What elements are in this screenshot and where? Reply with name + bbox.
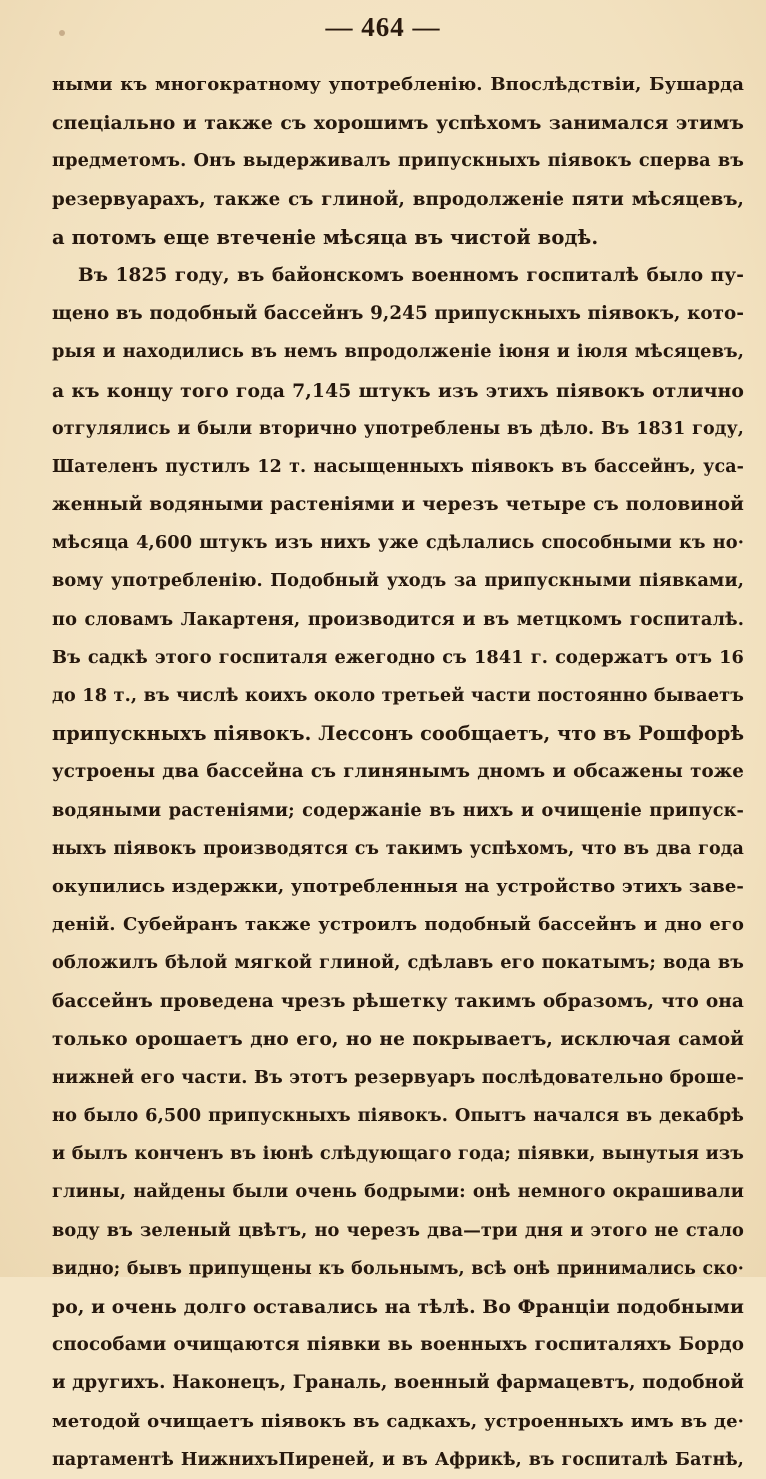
body-text xyxy=(52,66,744,1479)
text-line: а къ концу того года 7,145 штукъ изъ этихъ піявокъ отлично xyxy=(52,379,744,402)
text-line: Въ 1825 году, въ байонскомъ военномъ госпиталѣ было пу- xyxy=(78,264,744,286)
text-line: припускныхъ піявокъ. Лессонъ сообщаетъ, что въ Рошфорѣ xyxy=(52,722,744,746)
text-line: спеціально и также съ хорошимъ успѣхомъ занимался этимъ xyxy=(52,112,744,135)
text-line: глины, найдены были очень бодрыми: онѣ немного окрашивали xyxy=(52,1181,744,1203)
text-line: видно; бывъ припущены къ больнымъ, всѣ онѣ принимались ско· xyxy=(52,1258,744,1279)
text-line: обложилъ бѣлой мягкой глиной, сдѣлавъ его покатымъ; вода въ xyxy=(52,952,744,974)
text-line: щено въ подобный бассейнъ 9,245 припускныхъ піявокъ, кото- xyxy=(52,303,744,325)
text-line: водяными растеніями; содержаніе въ нихъ и очищеніе припуск- xyxy=(52,799,744,821)
text-line: и былъ конченъ въ іюнѣ слѣдующаго года; піявки, вынутыя изъ xyxy=(52,1143,744,1165)
text-line: мѣсяца 4,600 штукъ изъ нихъ уже сдѣлались способными къ но· xyxy=(52,532,744,554)
text-line: рыя и находились въ немъ впродолженіе іюня и іюля мѣсяцевъ, xyxy=(52,341,744,363)
text-line: по словамъ Лакартеня, производится и въ метцкомъ госпиталѣ. xyxy=(52,608,744,630)
text-line: деній. Субейранъ также устроилъ подобный бассейнъ и дно его xyxy=(52,914,744,936)
text-line: воду въ зеленый цвѣтъ, но черезъ два—три дня и этого не стало xyxy=(52,1219,744,1241)
text-line: предметомъ. Онъ выдерживалъ припускныхъ піявокъ сперва въ xyxy=(52,150,744,172)
text-line: партаментѣ НижнихъПиреней, и въ Африкѣ, въ госпиталѣ Батнѣ, xyxy=(52,1449,744,1470)
text-line: ныхъ піявокъ производятся съ такимъ успѣхомъ, что въ два года xyxy=(52,838,744,859)
text-line: Шателенъ пустилъ 12 т. насыщенныхъ піявокъ въ бассейнъ, уса- xyxy=(52,456,744,477)
text-line: бассейнъ проведена чрезъ рѣшетку такимъ образомъ, что она xyxy=(52,990,744,1012)
text-line: нижней его части. Въ этотъ резервуаръ послѣдовательно броше- xyxy=(52,1066,744,1088)
text-line: женный водяными растеніями и черезъ четыре съ половиной xyxy=(52,494,744,516)
text-line: до 18 т., въ числѣ коихъ около третьей части постоянно бываетъ xyxy=(52,685,744,706)
text-line: методой очищаетъ піявокъ въ садкахъ, устроенныхъ имъ въ де· xyxy=(52,1410,744,1432)
text-line: но было 6,500 припускныхъ піявокъ. Опытъ начался въ декабрѣ xyxy=(52,1105,744,1127)
text-line: а потомъ еще втеченіе мѣсяца въ чистой водѣ. xyxy=(52,225,599,249)
text-line: ро, и очень долго оставались на тѣлѣ. Во Франціи подобными xyxy=(52,1296,744,1318)
text-line: отгулялись и были вторично употреблены въ дѣло. Въ 1831 году, xyxy=(52,418,744,439)
text-line: ными къ многократному употребленію. Впослѣдствіи, Бушарда xyxy=(52,74,744,95)
text-line: резервуарахъ, также съ глиной, впродолженіе пяти мѣсяцевъ, xyxy=(52,188,744,210)
text-line: и другихъ. Наконецъ, Граналь, военный фармацевтъ, подобной xyxy=(52,1372,744,1394)
page-number: — 464 — xyxy=(325,12,441,42)
text-line: окупились издержки, употребленныя на устройство этихъ заве- xyxy=(52,875,744,897)
text-line: устроены два бассейна съ глинянымъ дномъ и обсажены тоже xyxy=(52,761,744,783)
text-line: Въ садкѣ этого госпиталя ежегодно съ 1841 г. содержатъ отъ 16 xyxy=(52,646,744,668)
text-line: способами очищаются піявки вь военныхъ госпиталяхъ Бордо xyxy=(52,1334,744,1356)
text-line: только орошаетъ дно его, но не покрываетъ, исключая самой xyxy=(52,1028,744,1050)
text-line: вому употребленію. Подобный уходъ за припускными піявками, xyxy=(52,570,744,592)
